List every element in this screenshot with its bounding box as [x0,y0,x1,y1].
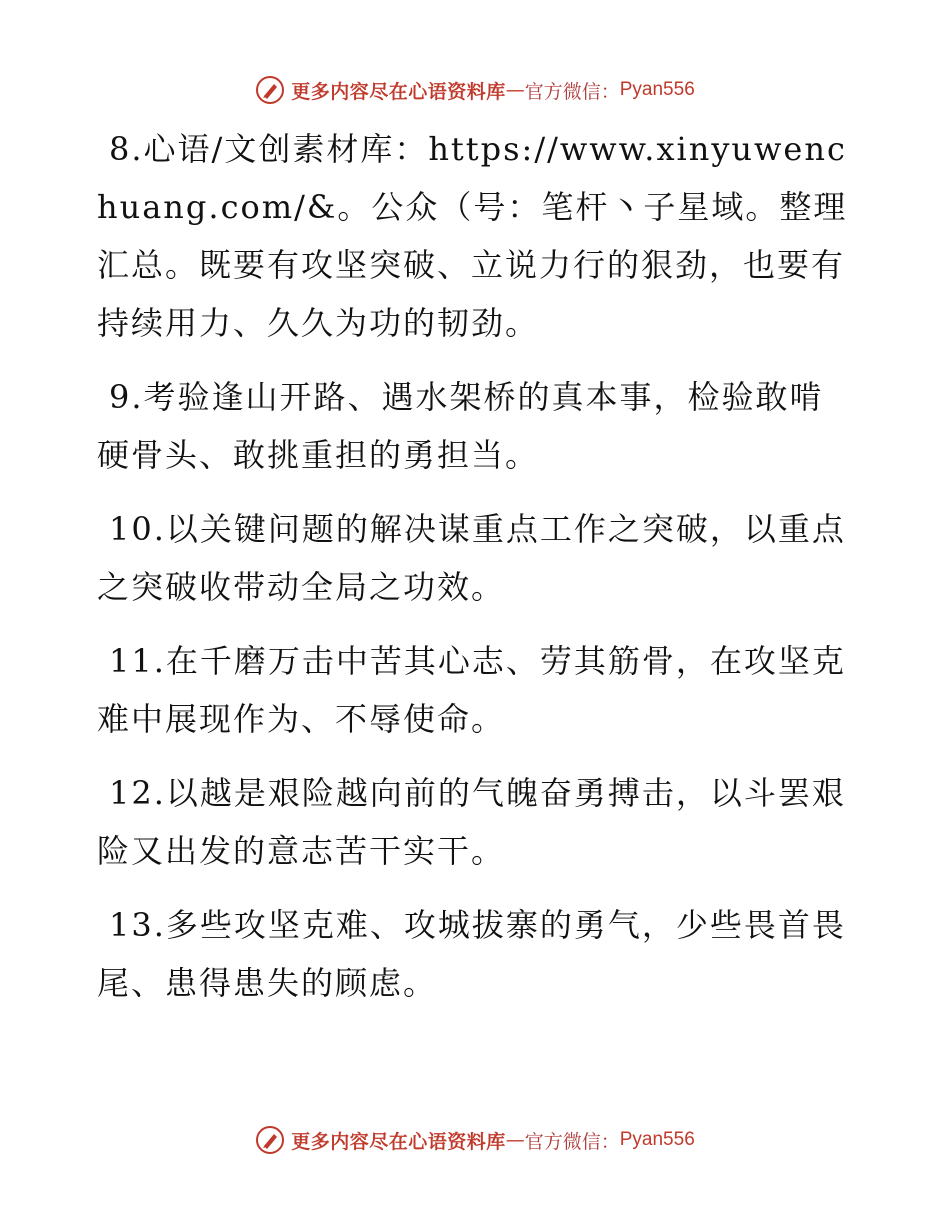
paragraph-8: 8.心语/文创素材库：https://www.xinyuwenchuang.com/&。公众（号：笔杆丶子星域。整理汇总。既要有攻坚突破、立说力行的狠劲，也要有持续用力、久久为功的韧劲。 [97,130,848,342]
watermark-sub-text: 官方微信： [524,80,620,103]
paragraph-9: 9.考验逢山开路、遇水架桥的真本事，检验敢啃硬骨头、敢挑重担的勇担当。 [97,378,824,474]
watermark-main-text: 更多内容尽在心语资料库 [291,80,506,103]
pen-logo-icon [255,1125,285,1155]
watermark-wechat-id: Pyan556 [619,1129,695,1150]
paragraph-10: 10.以关键问题的解决谋重点工作之突破，以重点之突破收带动全局之功效。 [97,510,846,606]
pen-logo-icon [255,75,285,105]
watermark-dash: — [505,79,525,101]
footer-watermark [0,1120,950,1160]
header-watermark [0,70,950,110]
document-body [97,120,857,1028]
watermark-wechat-id: Pyan556 [619,79,695,100]
watermark-main-text: 更多内容尽在心语资料库 [291,1130,506,1153]
watermark-sub-text: 官方微信： [524,1130,620,1153]
paragraph-12: 12.以越是艰险越向前的气魄奋勇搏击，以斗罢艰险又出发的意志苦干实干。 [97,774,846,870]
watermark-dash: — [505,1129,525,1151]
paragraph-11: 11.在千磨万击中苦其心志、劳其筋骨，在攻坚克难中展现作为、不辱使命。 [97,642,846,738]
paragraph-13: 13.多些攻坚克难、攻城拔寨的勇气，少些畏首畏尾、患得患失的顾虑。 [97,906,846,1002]
